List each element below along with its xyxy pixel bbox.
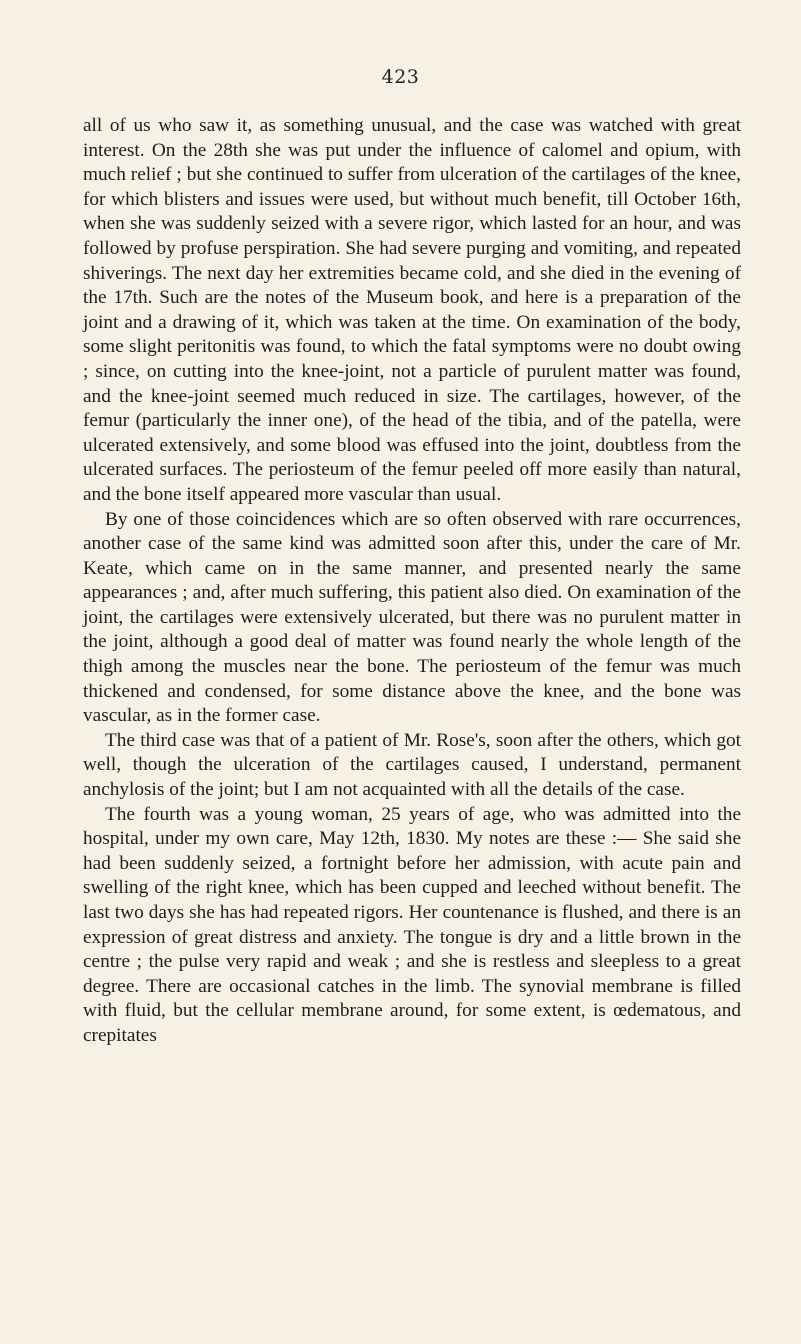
- paragraph-1: all of us who saw it, as something unusual, and the case was watched with great interest. On the 28th she was put under the influence of calomel and opium, with much relief ; but she continued to suffer from ulceration of the cartilages of the knee, for which blisters and issues were used, but without much benefit, till October 16th, when she was suddenly seized with a severe rigor, which lasted for an hour, and was followed by profuse perspiration. She had severe purging and vomiting, and repeated shiverings. The next day her extremities became cold, and she died in the evening of the 17th. Such are the notes of the Museum book, and here is a preparation of the joint and a drawing of it, which was taken at the time. On examination of the body, some slight peritonitis was found, to which the fatal symptoms were no doubt owing ; since, on cutting into the knee-joint, not a particle of purulent matter was found, and the knee-joint seemed much reduced in size. The cartilages, however, of the femur (particularly the inner one), of the head of the tibia, and of the patella, were ulcerated extensively, and some blood was effused into the joint, doubtless from the ulcerated surfaces. The periosteum of the femur peeled off more easily than natural, and the bone itself appeared more vascular than usual.: [83, 115, 741, 505]
- paragraph-4: The fourth was a young woman, 25 years of age, who was admitted into the hospital, under my own care, May 12th, 1830. My notes are these :— She said she had been suddenly seized, a fortnight before her admission, with acute pain and swelling of the right knee, which has been cupped and leeched without benefit. The last two days she has had repeated rigors. Her countenance is flushed, and there is an expression of great distress and anxiety. The tongue is dry and a little brown in the centre ; the pulse very rapid and weak ; and she is restless and sleepless to a great degree. There are occasional catches in the limb. The synovial membrane is filled with fluid, but the cellular membrane around, for some extent, is œdematous, and crepitates: [83, 803, 741, 1046]
- body-text: [83, 114, 741, 1049]
- paragraph-2: By one of those coincidences which are so often observed with rare occurrences, another case of the same kind was admitted soon after this, under the care of Mr. Keate, which came on in the same manner, and presented nearly the same appearances ; and, after much suffering, this patient also died. On examination of the joint, the cartilages were extensively ulcerated, but there was no purulent matter in the joint, although a good deal of matter was found nearly the whole length of the thigh among the muscles near the bone. The periosteum of the femur was much thickened and condensed, for some distance above the knee, and the bone was vascular, as in the former case.: [83, 508, 741, 727]
- paragraph-3: The third case was that of a patient of Mr. Rose's, soon after the others, which got well, though the ulceration of the cartilages caused, I understand, permanent anchylosis of the joint; but I am not acquainted with all the details of the case.: [83, 729, 741, 801]
- page-number: 423: [381, 66, 420, 88]
